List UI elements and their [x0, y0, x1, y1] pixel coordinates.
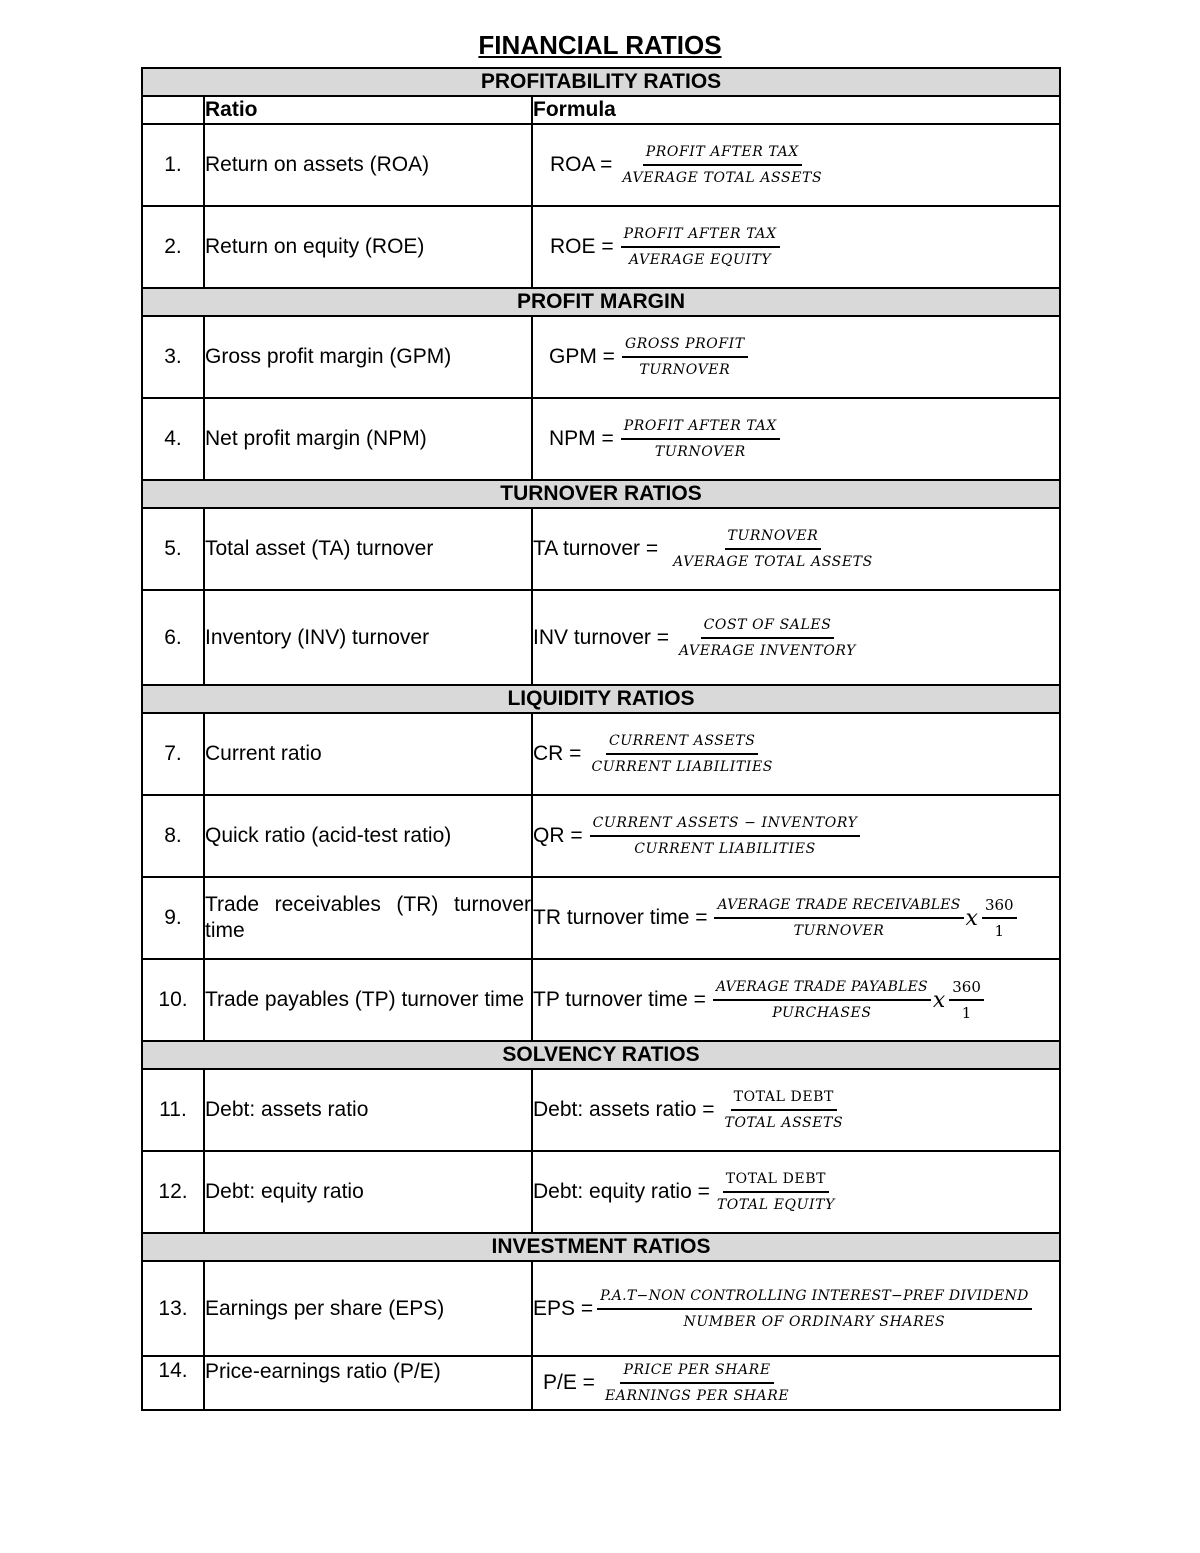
denominator: CURRENT LIABILITIES [591, 759, 773, 775]
document-title: FINANCIAL RATIOS [478, 30, 722, 60]
fraction [722, 1088, 847, 1132]
section-title: TURNOVER RATIOS [142, 480, 1060, 508]
section-header-row [142, 288, 1060, 316]
denominator: NUMBER OF ORDINARY SHARES [683, 1313, 946, 1330]
denominator: AVERAGE TOTAL ASSETS [673, 554, 873, 570]
numerator: TURNOVER [725, 527, 822, 550]
fraction [713, 978, 931, 1022]
denominator: CURRENT LIABILITIES [634, 841, 816, 857]
numerator: TOTAL DEBT [723, 1170, 829, 1193]
denominator: AVERAGE EQUITY [629, 252, 772, 268]
ratio-number: 2. [142, 206, 204, 288]
ratio-row [142, 795, 1060, 877]
formula-lhs: TA turnover = [533, 537, 659, 560]
denominator: 1 [961, 1004, 972, 1022]
numerator: 360 [949, 978, 984, 1001]
denominator: TURNOVER [793, 923, 885, 939]
ratio-formula [532, 795, 1060, 877]
denominator: PURCHASES [772, 1005, 872, 1021]
formula-lhs: Debt: equity ratio = [533, 1180, 710, 1203]
ratio-formula [532, 1069, 1060, 1151]
fraction [588, 732, 776, 776]
ratio-name: Debt: equity ratio [204, 1151, 532, 1233]
fraction [590, 814, 861, 858]
ratio-number: 8. [142, 795, 204, 877]
ratio-number: 13. [142, 1261, 204, 1356]
section-header-row [142, 480, 1060, 508]
formula-lhs: CR = [533, 742, 582, 765]
formula-lhs: ROA = [550, 153, 613, 176]
ratio-row [142, 1356, 1060, 1410]
ratio-number: 6. [142, 590, 204, 685]
ratio-formula [532, 877, 1060, 959]
ratio-number: 1. [142, 124, 204, 206]
numerator: PROFIT AFTER TAX [621, 225, 780, 248]
ratio-formula [532, 959, 1060, 1041]
header-ratio: Ratio [204, 96, 532, 124]
ratio-row [142, 1069, 1060, 1151]
ratio-name: Debt: assets ratio [204, 1069, 532, 1151]
section-title: SOLVENCY RATIOS [142, 1041, 1060, 1069]
formula-lhs: TP turnover time = [533, 988, 706, 1011]
ratio-name: Inventory (INV) turnover [204, 590, 532, 685]
ratio-formula [532, 1151, 1060, 1233]
financial-ratios-table [141, 67, 1061, 1411]
ratio-name: Return on equity (ROE) [204, 206, 532, 288]
ratio-row [142, 316, 1060, 398]
numerator: COST OF SALES [701, 616, 835, 639]
header-formula: Formula [532, 96, 1060, 124]
formula-lhs: INV turnover = [533, 625, 669, 649]
section-header-row [142, 1233, 1060, 1261]
ratio-row [142, 124, 1060, 206]
section-title: PROFITABILITY RATIOS [142, 68, 1060, 96]
formula-lhs: NPM = [549, 427, 614, 450]
ratio-formula [532, 398, 1060, 480]
formula [543, 1361, 792, 1405]
denominator: AVERAGE INVENTORY [678, 642, 856, 659]
ratio-name: Price-earnings ratio (P/E) [204, 1356, 532, 1410]
section-header-row [142, 1041, 1060, 1069]
formula [533, 1170, 838, 1214]
column-header-row [142, 96, 1060, 124]
formula [550, 143, 825, 187]
fraction [597, 1287, 1032, 1331]
ratio-name: Quick ratio (acid-test ratio) [204, 795, 532, 877]
ratio-row [142, 877, 1060, 959]
ratio-formula [532, 713, 1060, 795]
numerator: P.A.T−NON CONTROLLING INTEREST−PREF DIVIDEND [597, 1287, 1032, 1310]
ratio-number: 10. [142, 959, 204, 1041]
ratio-name: Earnings per share (EPS) [204, 1261, 532, 1356]
formula [533, 732, 776, 776]
fraction [670, 527, 876, 571]
formula [533, 527, 876, 571]
ratio-row [142, 1151, 1060, 1233]
numerator: AVERAGE TRADE RECEIVABLES [714, 896, 963, 919]
ratio-name: Current ratio [204, 713, 532, 795]
numerator: PROFIT AFTER TAX [621, 417, 780, 440]
ratio-row [142, 713, 1060, 795]
fraction [602, 1361, 792, 1405]
ratio-number: 14. [142, 1356, 204, 1410]
formula [533, 978, 984, 1022]
denominator: AVERAGE TOTAL ASSETS [622, 170, 823, 186]
header-number-cell [142, 96, 204, 124]
formula-lhs: GPM = [549, 345, 615, 368]
numerator: GROSS PROFIT [622, 335, 748, 358]
numerator: PROFIT AFTER TAX [643, 143, 802, 166]
numerator: AVERAGE TRADE PAYABLES [713, 978, 931, 1001]
ratio-formula [532, 124, 1060, 206]
denominator: TOTAL EQUITY [716, 1197, 835, 1213]
fraction [714, 896, 963, 940]
ratio-number: 9. [142, 877, 204, 959]
formula-lhs: Debt: assets ratio = [533, 1098, 715, 1121]
section-title: PROFIT MARGIN [142, 288, 1060, 316]
formula-lhs: ROE = [550, 235, 614, 258]
multiply-sign: x [932, 987, 946, 1013]
denominator: 1 [994, 922, 1005, 940]
numerator: 360 [982, 896, 1017, 919]
formula [533, 896, 1017, 940]
formula [533, 814, 860, 858]
ratio-name: Trade payables (TP) turnover time [204, 959, 532, 1041]
ratio-formula [532, 590, 1060, 685]
formula-lhs: TR turnover time = [533, 906, 708, 929]
section-title: LIQUIDITY RATIOS [142, 685, 1060, 713]
ratio-row [142, 1261, 1060, 1356]
ratio-number: 4. [142, 398, 204, 480]
ratio-row [142, 206, 1060, 288]
ratio-number: 12. [142, 1151, 204, 1233]
formula [549, 417, 780, 461]
ratio-row [142, 959, 1060, 1041]
denominator: TURNOVER [654, 444, 746, 460]
ratio-formula [532, 1356, 1060, 1410]
numerator: CURRENT ASSETS [606, 732, 758, 755]
section-header-row [142, 68, 1060, 96]
ratio-row [142, 398, 1060, 480]
fraction [714, 1170, 838, 1214]
fraction [676, 616, 859, 660]
ratio-formula [532, 508, 1060, 590]
ratio-row [142, 508, 1060, 590]
fraction [949, 978, 984, 1022]
ratio-formula [532, 1261, 1060, 1356]
numerator: CURRENT ASSETS − INVENTORY [590, 814, 861, 837]
ratio-number: 3. [142, 316, 204, 398]
formula [533, 1088, 846, 1132]
ratio-name: Gross profit margin (GPM) [204, 316, 532, 398]
denominator: TOTAL ASSETS [724, 1115, 844, 1131]
fraction [619, 143, 825, 187]
denominator: EARNINGS PER SHARE [604, 1388, 790, 1404]
ratio-name: Net profit margin (NPM) [204, 398, 532, 480]
formula-lhs: QR = [533, 824, 583, 847]
ratio-formula [532, 206, 1060, 288]
ratio-row [142, 590, 1060, 685]
ratio-name: Trade receivables (TR) turnover time [204, 877, 532, 959]
formula [533, 616, 859, 660]
ratio-number: 7. [142, 713, 204, 795]
numerator: PRICE PER SHARE [620, 1361, 773, 1384]
section-title: INVESTMENT RATIOS [142, 1233, 1060, 1261]
fraction [621, 225, 780, 269]
denominator: TURNOVER [639, 362, 731, 378]
formula [533, 1287, 1032, 1331]
fraction [621, 417, 780, 461]
section-header-row [142, 685, 1060, 713]
ratio-number: 5. [142, 508, 204, 590]
ratio-name: Total asset (TA) turnover [204, 508, 532, 590]
formula-lhs: P/E = [543, 1371, 595, 1394]
fraction [982, 896, 1017, 940]
formula-lhs: EPS = [533, 1296, 594, 1320]
ratio-formula [532, 316, 1060, 398]
ratio-name: Return on assets (ROA) [204, 124, 532, 206]
numerator: TOTAL DEBT [731, 1088, 837, 1111]
multiply-sign: x [965, 905, 978, 931]
formula [549, 335, 748, 379]
ratio-number: 11. [142, 1069, 204, 1151]
fraction [622, 335, 748, 379]
formula [550, 225, 780, 269]
